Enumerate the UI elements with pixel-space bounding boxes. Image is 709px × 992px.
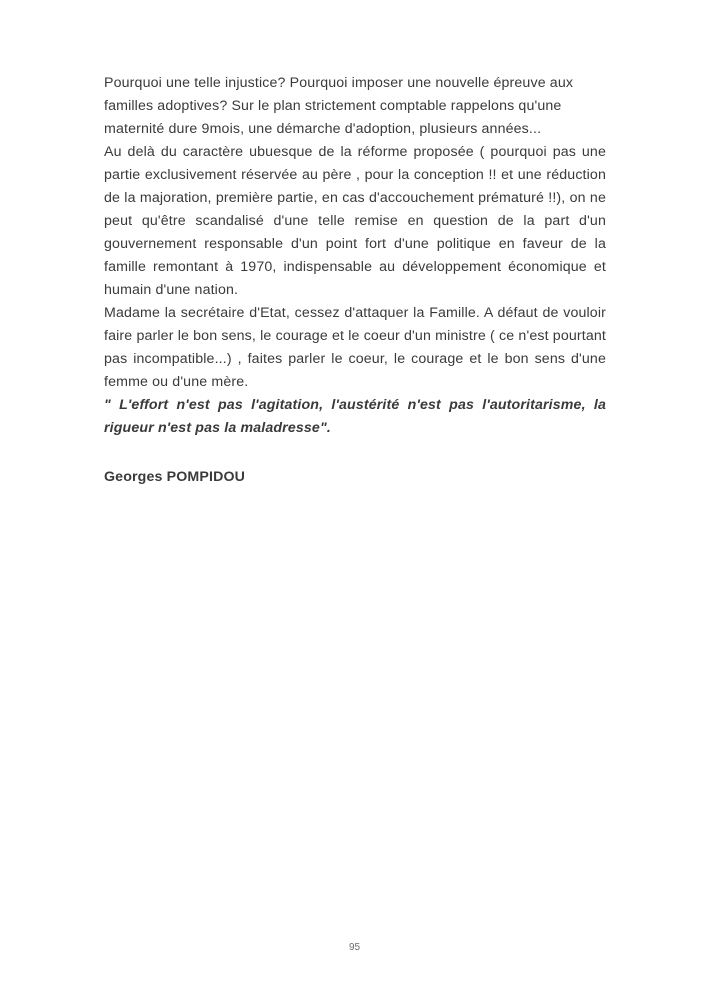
paragraph-2: Au delà du caractère ubuesque de la réforme proposée ( pourquoi pas une partie exclusivement réservée au père , pour la conception !! et une réduction de la majoration, première partie, en cas d'accouchement prématuré !!), on ne peut qu'être scandalisé d'une telle remise en question de la part d'un gouvernement responsable d'un point fort d'une politique en faveur de la famille remontant à 1970, indispensable au développement économique et humain d'une nation.	[104, 144, 606, 298]
quote-attribution: Georges POMPIDOU	[104, 469, 246, 485]
paragraph-3: Madame la secrétaire d'Etat, cessez d'attaquer la Famille. A défaut de vouloir faire parler le bon sens, le courage et le coeur d'un ministre ( ce n'est pourtant pas incompatible...) , faites parler le coeur, le courage et le bon sens d'une femme ou d'une mère.	[104, 305, 606, 390]
page-number: 95	[348, 942, 361, 953]
paragraph-1: Pourquoi une telle injustice? Pourquoi imposer une nouvelle épreuve aux familles adoptives? Sur le plan strictement comptable rappelons qu'une maternité dure 9mois, une démarche d'adoption, plusieurs années...	[104, 75, 574, 137]
document-body	[104, 72, 606, 489]
pull-quote: " L'effort n'est pas l'agitation, l'austérité n'est pas l'autoritarisme, la rigueur n'est pas la maladresse".	[104, 397, 606, 436]
